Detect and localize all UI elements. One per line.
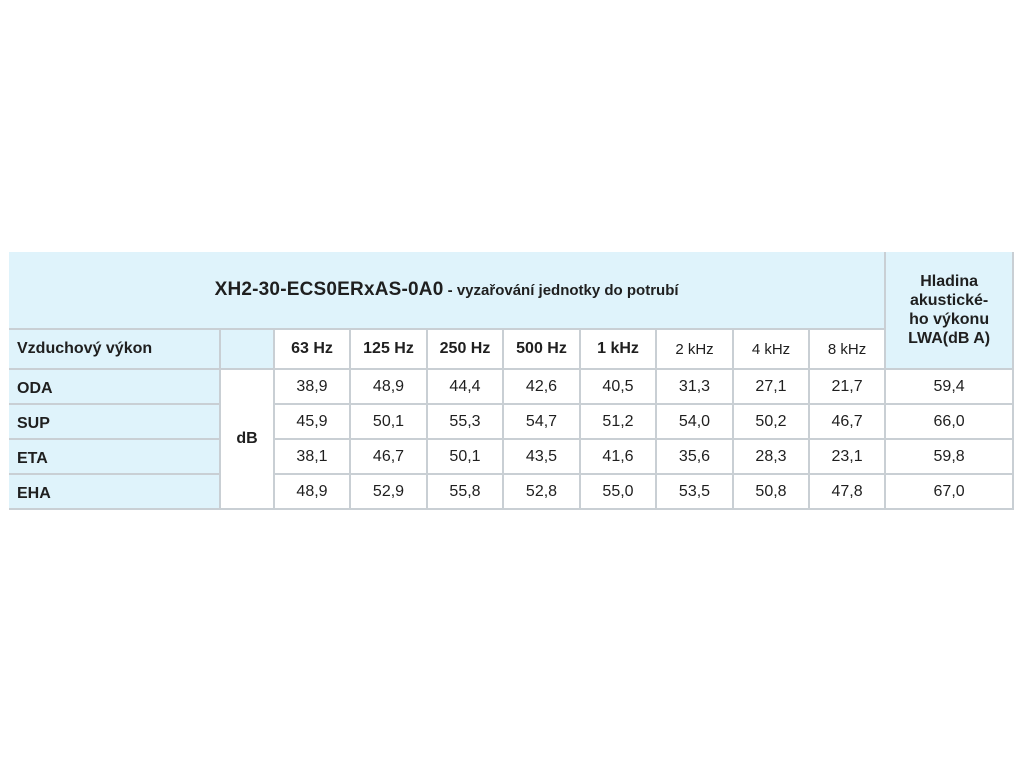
value-cell: 31,3 bbox=[656, 369, 733, 404]
value-cell: 42,6 bbox=[503, 369, 580, 404]
sound-power-table-container bbox=[9, 252, 1013, 510]
lwa-value-cell: 66,0 bbox=[885, 404, 1013, 439]
column-header-row bbox=[9, 329, 1013, 369]
value-cell: 48,9 bbox=[274, 474, 350, 509]
value-cell: 52,8 bbox=[503, 474, 580, 509]
freq-header: 2 kHz bbox=[656, 329, 733, 369]
freq-header: 1 kHz bbox=[580, 329, 656, 369]
row-label: ETA bbox=[9, 439, 220, 474]
value-cell: 27,1 bbox=[733, 369, 809, 404]
title-description: - vyzařování jednotky do potrubí bbox=[443, 282, 679, 299]
value-cell: 35,6 bbox=[656, 439, 733, 474]
freq-header: 8 kHz bbox=[809, 329, 885, 369]
value-cell: 43,5 bbox=[503, 439, 580, 474]
row-label: EHA bbox=[9, 474, 220, 509]
freq-header: 4 kHz bbox=[733, 329, 809, 369]
row-label: ODA bbox=[9, 369, 220, 404]
unit-header-empty bbox=[220, 329, 274, 369]
row-label-header: Vzduchový výkon bbox=[9, 329, 220, 369]
value-cell: 21,7 bbox=[809, 369, 885, 404]
freq-header: 500 Hz bbox=[503, 329, 580, 369]
value-cell: 41,6 bbox=[580, 439, 656, 474]
value-cell: 50,8 bbox=[733, 474, 809, 509]
value-cell: 54,0 bbox=[656, 404, 733, 439]
table-row bbox=[9, 439, 1013, 474]
value-cell: 52,9 bbox=[350, 474, 427, 509]
value-cell: 28,3 bbox=[733, 439, 809, 474]
value-cell: 47,8 bbox=[809, 474, 885, 509]
value-cell: 40,5 bbox=[580, 369, 656, 404]
model-name: XH2-30-ECS0ERxAS-0A0 bbox=[214, 279, 444, 300]
value-cell: 55,0 bbox=[580, 474, 656, 509]
lwa-header-line: Hladina bbox=[920, 273, 978, 290]
value-cell: 50,1 bbox=[427, 439, 503, 474]
value-cell: 51,2 bbox=[580, 404, 656, 439]
value-cell: 45,9 bbox=[274, 404, 350, 439]
freq-header: 63 Hz bbox=[274, 329, 350, 369]
value-cell: 48,9 bbox=[350, 369, 427, 404]
lwa-value-cell: 59,8 bbox=[885, 439, 1013, 474]
lwa-header-line: ho výkonu bbox=[909, 311, 990, 328]
value-cell: 38,1 bbox=[274, 439, 350, 474]
table-row bbox=[9, 474, 1013, 509]
value-cell: 46,7 bbox=[350, 439, 427, 474]
lwa-header-line: LWA(dB A) bbox=[908, 330, 991, 347]
table-title bbox=[9, 252, 885, 329]
freq-header: 250 Hz bbox=[427, 329, 503, 369]
value-cell: 55,8 bbox=[427, 474, 503, 509]
value-cell: 46,7 bbox=[809, 404, 885, 439]
value-cell: 38,9 bbox=[274, 369, 350, 404]
unit-cell: dB bbox=[220, 369, 274, 509]
sound-power-table bbox=[9, 252, 1014, 510]
table-row bbox=[9, 404, 1013, 439]
value-cell: 44,4 bbox=[427, 369, 503, 404]
value-cell: 53,5 bbox=[656, 474, 733, 509]
lwa-header-line: akustické- bbox=[909, 292, 989, 309]
value-cell: 50,1 bbox=[350, 404, 427, 439]
table-row bbox=[9, 369, 1013, 404]
value-cell: 55,3 bbox=[427, 404, 503, 439]
value-cell: 50,2 bbox=[733, 404, 809, 439]
lwa-header bbox=[885, 252, 1013, 369]
lwa-value-cell: 67,0 bbox=[885, 474, 1013, 509]
value-cell: 23,1 bbox=[809, 439, 885, 474]
lwa-value-cell: 59,4 bbox=[885, 369, 1013, 404]
value-cell: 54,7 bbox=[503, 404, 580, 439]
row-label: SUP bbox=[9, 404, 220, 439]
freq-header: 125 Hz bbox=[350, 329, 427, 369]
